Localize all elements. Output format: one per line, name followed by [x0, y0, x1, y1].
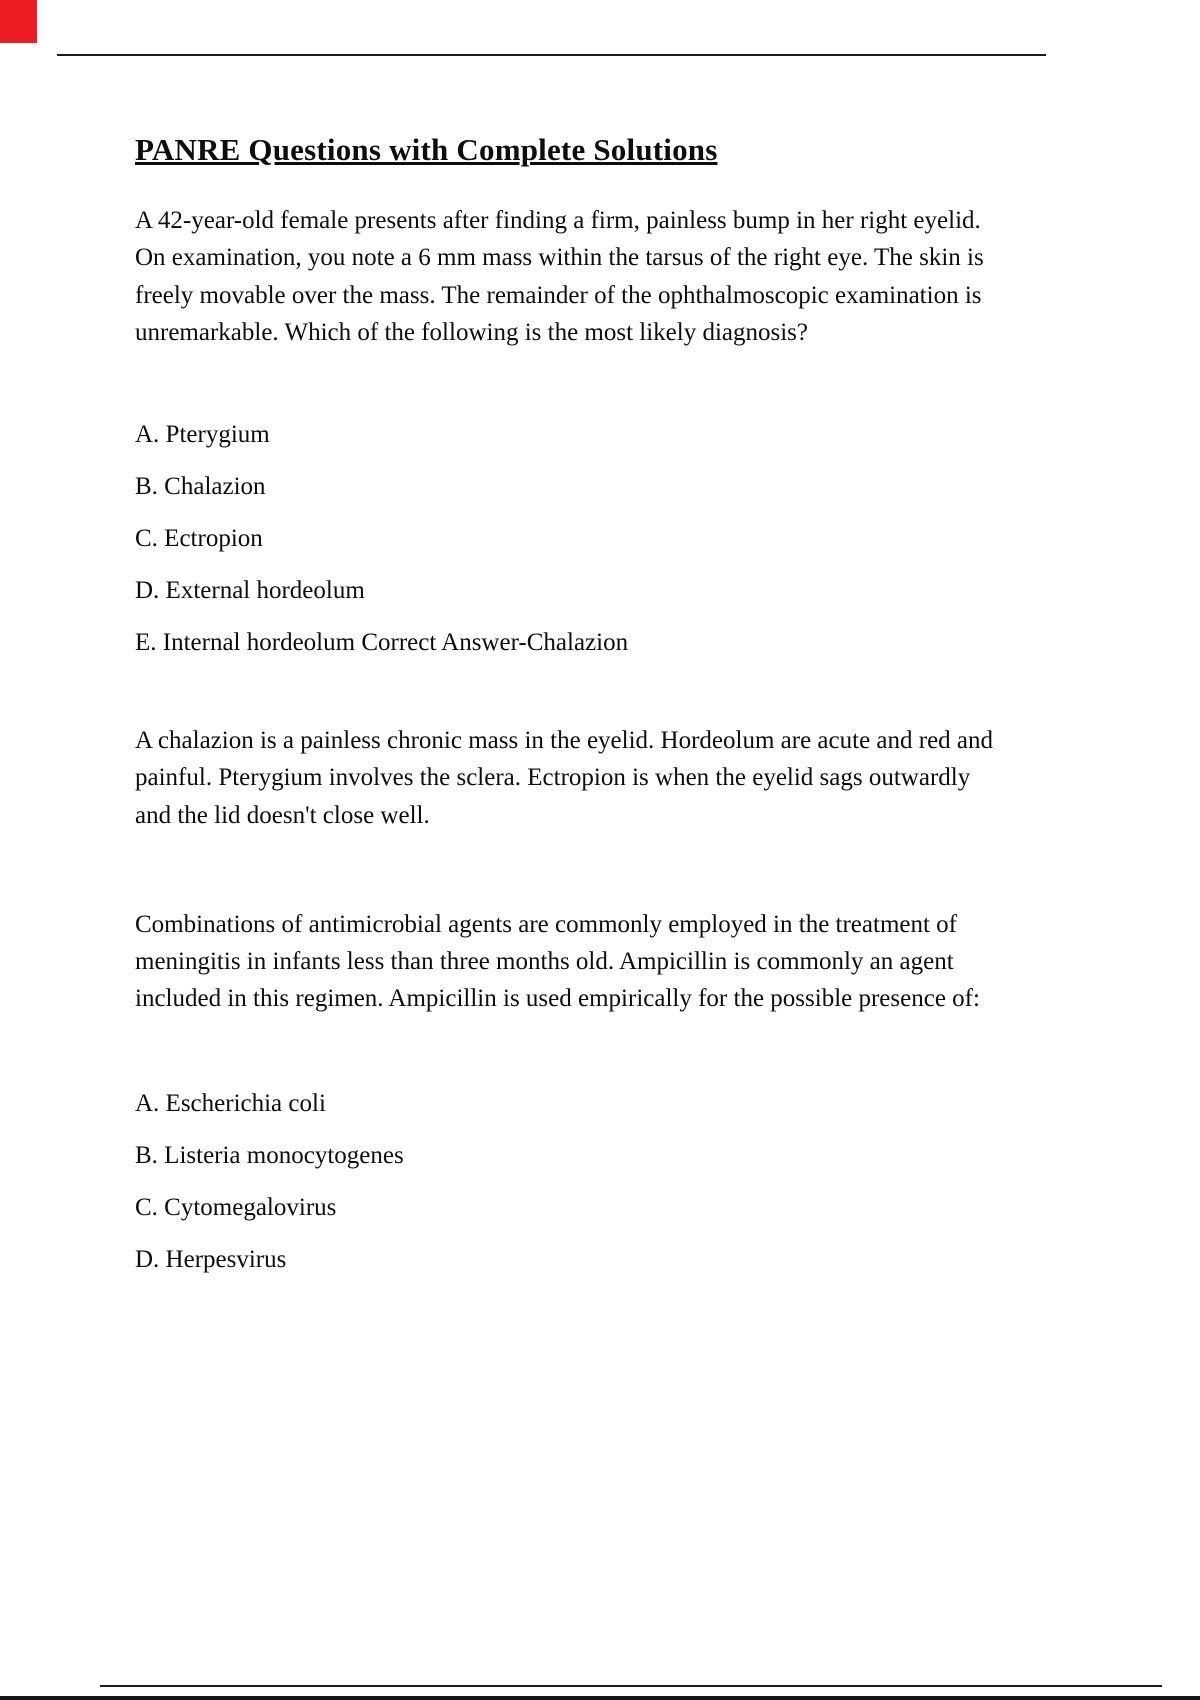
top-horizontal-rule: [57, 54, 1046, 56]
option-a: A. Pterygium: [135, 421, 270, 448]
option-e-correct-answer: E. Internal hordeolum Correct Answer-Chalazion: [135, 629, 629, 656]
question-2-text: Combinations of antimicrobial agents are commonly employed in the treatment of meningitis in infants less than three months old. Ampicillin is commonly an agent included in this regimen. Ampicillin is used empirically for the possible presence of:: [135, 910, 980, 1013]
bottom-horizontal-rule: [100, 1685, 1162, 1687]
option-c: C. Cytomegalovirus: [135, 1193, 337, 1221]
document-content: [135, 132, 1003, 1339]
red-corner-accent: [0, 0, 37, 43]
option-b: B. Chalazion: [135, 473, 266, 500]
option-d: D. Herpesvirus: [135, 1245, 287, 1273]
option-a: A. Escherichia coli: [135, 1089, 326, 1117]
bottom-edge-bar: [0, 1696, 1200, 1700]
page-title: PANRE Questions with Complete Solutions: [135, 132, 718, 167]
question-2-options: [135, 1086, 1003, 1277]
question-1-options: [135, 417, 1003, 660]
question-1-text: A 42-year-old female presents after finding a firm, painless bump in her right eyelid. On examination, you note a 6 mm mass within the tarsus of the right eye. The skin is freely movable over the mass. The remainder of the ophthalmoscopic examination is unremarkable. Which of the following is the most likely diagnosis?: [135, 207, 984, 346]
option-b: B. Listeria monocytogenes: [135, 1141, 404, 1169]
question-1-explanation: A chalazion is a painless chronic mass in the eyelid. Hordeolum are acute and red and painful. Pterygium involves the sclera. Ectropion is when the eyelid sags outwardly and the lid doesn't close well.: [135, 727, 994, 829]
option-d: D. External hordeolum: [135, 577, 365, 604]
option-c: C. Ectropion: [135, 525, 263, 552]
